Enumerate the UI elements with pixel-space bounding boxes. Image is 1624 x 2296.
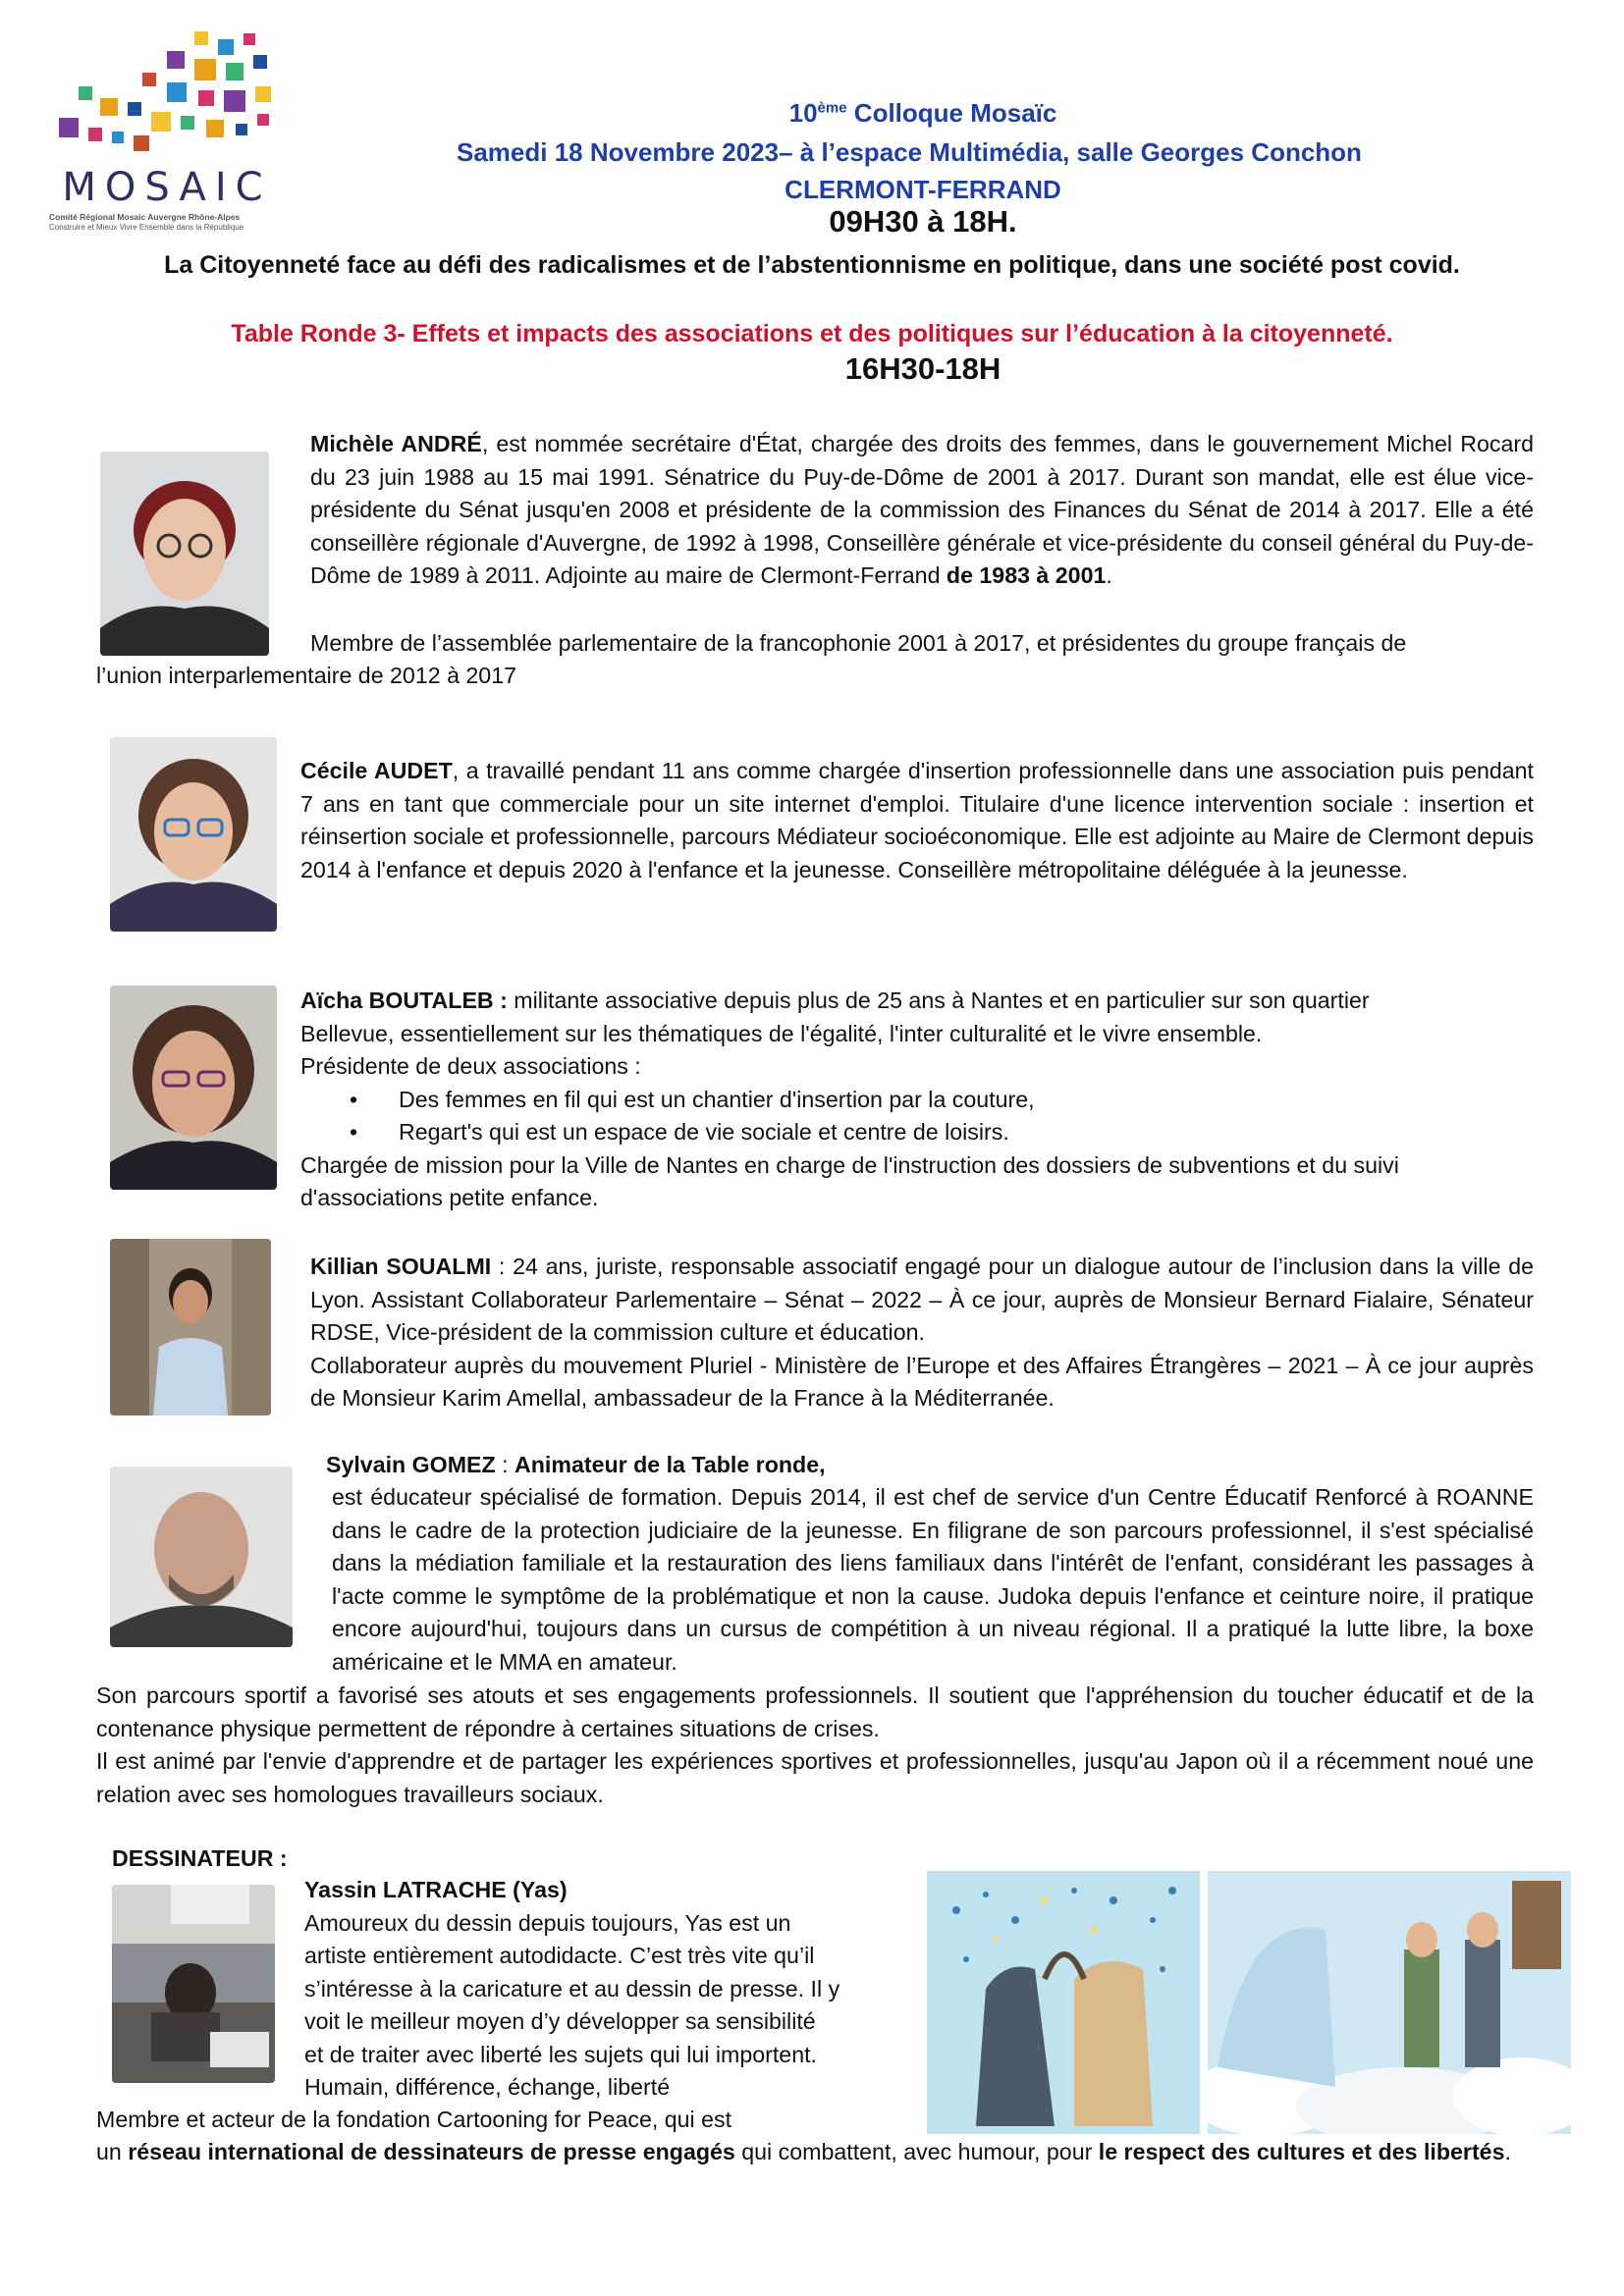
- bio-sylvain-gomez-more: Son parcours sportif a favorisé ses atouts et ses engagements professionnels. Il soutient que l'appréhension du toucher éducatif et de la contenance physique permettent de répondre à certaines situations de crises. Il est animé par l'envie d'apprendre et de partager les expériences sportives et professionnelles, jusqu'au Japon où il a récemment noué une relation avec ses homologues travailleurs sociaux.: [96, 1682, 1534, 1807]
- bio-sylvain-gomez: est éducateur spécialisé de formation. Depuis 2014, il est chef de service d'un Centre Éducatif Renforcé à ROANNE dans le cadre de la protection judiciaire de la jeunesse. En filigrane de son parcours professionnel, il s'est spécialisé dans la médiation familiale et la restauration des liens familiaux dans l'intérêt de l'enfant, considérant les passages à l'acte comme le symptôme de la problématique et non la cause. Judoka depuis l'enfance et ceinture noire, il pratique encore aujourd'hui, toujours dans un cursus de compétition à un niveau régional. Il a pratiqué la lutte libre, la boxe américaine et le MMA en amateur.: [332, 1484, 1534, 1675]
- cartoon-clouds-and-figures: [1208, 1871, 1571, 2134]
- illustrator-membership: Membre et acteur de la fondation Cartooning for Peace, qui est: [96, 2107, 732, 2132]
- name-michele-andre: Michèle ANDRÉ: [310, 431, 482, 456]
- mosaic-logo: [49, 29, 295, 231]
- name-aicha-boutaleb: Aïcha BOUTALEB :: [300, 988, 508, 1013]
- photo-yassin-latrache: [112, 1885, 275, 2083]
- bio-cecile-audet: Cécile AUDET, a travaillé pendant 11 ans comme chargée d'insertion professionnelle dans une association puis pendant 7 ans en tant que commerciale pour un site internet d'emploi. Titulaire d'une licence intervention sociale : insertion et réinsertion sociale et professionnelle, parcours Médiateur socioéconomique. Elle est adjointe au Maire de Clermont depuis 2014 à l'enfance et depuis 2020 à l'enfance et la jeunesse. Conseillère métropolitaine déléguée à la jeunesse.: [300, 758, 1534, 882]
- bio-michele-andre: Michèle ANDRÉ, est nommée secrétaire d'État, chargée des droits des femmes, dans le gouvernement Michel Rocard du 23 juin 1988 au 15 mai 1991. Sénatrice du Puy-de-Dôme de 2001 à 2017. Durant son mandat, elle est élue vice-présidente du Sénat jusqu'en 2008 et présidente de la commission des Finances du Sénat de 2014 à 2017. Elle a été conseillère régionale d'Auvergne, de 1992 à 1998, Conseillère générale et vice-présidente du conseil général du Puy-de-Dôme de 1989 à 2011. Adjointe au maire de Clermont-Ferrand de 1983 à 2001.: [310, 431, 1534, 588]
- list-item: • Regart's qui est un espace de vie sociale et centre de loisirs.: [399, 1116, 1534, 1149]
- round-table-title: Table Ronde 3- Effets et impacts des associations et des politiques sur l’éducation à la citoyenneté.: [231, 320, 1393, 347]
- section-illustrator: DESSINATEUR :: [112, 1845, 288, 1871]
- cartooning-for-peace-description: un réseau international de dessinateurs de presse engagés qui combattent, avec humour, pour le respect des cultures et des libertés.: [96, 2139, 1511, 2164]
- bio-michele-andre-membership-end: l’union interparlementaire de 2012 à 2017: [96, 663, 516, 688]
- event-city: CLERMONT-FERRAND: [785, 175, 1061, 204]
- logo-tagline-1: Comité Régional Mosaic Auvergne Rhône-Alpes: [49, 212, 241, 222]
- edition-title: 10ème Colloque Mosaïc: [788, 98, 1057, 128]
- photo-sylvain-gomez: [110, 1467, 293, 1647]
- bio-aicha-boutaleb: Aïcha BOUTALEB : militante associative depuis plus de 25 ans à Nantes et en particulier sur son quartier Bellevue, essentiellement sur les thématiques de l'égalité, l'inter culturalité et le vivre ensemble. Présidente de deux associations : • Des femmes en fil qui est un chantier d'insertion par la couture, • Regart's qui est un espace de vie sociale et centre de loisirs. Chargée de mission pour la Ville de Nantes en charge de l'instruction des dossiers de subventions et du suivi d'associations petite enfance.: [300, 985, 1534, 1215]
- event-date-location: Samedi 18 Novembre 2023– à l’espace Multimédia, salle Georges Conchon: [457, 137, 1362, 167]
- cartoon-heads-and-birds: [927, 1871, 1200, 2134]
- photo-cecile-audet: [110, 737, 277, 932]
- bio-sylvain-gomez-heading: Sylvain GOMEZ : Animateur de la Table ronde,: [326, 1452, 826, 1477]
- bio-michele-andre-membership: Membre de l’assemblée parlementaire de la francophonie 2001 à 2017, et présidentes du groupe français de: [310, 630, 1407, 656]
- logo-wordmark: MOSAIC: [62, 165, 272, 210]
- name-sylvain-gomez: Sylvain GOMEZ: [326, 1452, 496, 1477]
- event-hours: 09H30 à 18H.: [829, 204, 1017, 239]
- name-killian-soualmi: Killian SOUALMI: [310, 1254, 492, 1279]
- colloquium-theme: La Citoyenneté face au défi des radicalismes et de l’abstentionnisme en politique, dans une société post covid.: [164, 251, 1460, 279]
- name-cecile-audet: Cécile AUDET: [300, 758, 453, 783]
- list-item: • Des femmes en fil qui est un chantier d'insertion par la couture,: [399, 1084, 1534, 1117]
- photo-aicha-boutaleb: [110, 986, 277, 1190]
- photo-michele-andre: [100, 452, 269, 656]
- logo-tagline-2: Construire et Mieux Vivre Ensemble dans la République: [49, 223, 244, 232]
- bio-killian-soualmi: Killian SOUALMI : 24 ans, juriste, responsable associatif engagé pour un dialogue autour de l’inclusion dans la ville de Lyon. Assistant Collaborateur Parlementaire – Sénat – 2022 – À ce jour, auprès de Monsieur Bernard Fialaire, Sénateur RDSE, Vice-président de la commission culture et éducation. Collaborateur auprès du mouvement Pluriel - Ministère de l’Europe et des Affaires Étrangères – 2021 – À ce jour auprès de Monsieur Karim Amellal, ambassadeur de la France à la Méditerranée.: [310, 1254, 1534, 1411]
- logo-mosaic-squares: [49, 29, 295, 167]
- bio-yassin-latrache: Yassin LATRACHE (Yas) Amoureux du dessin depuis toujours, Yas est un artiste entièrement autodidacte. C’est très vite qu’il s’intéresse à la caricature et au dessin de presse. Il y voit le meilleur moyen d’y développer sa sensibilité et de traiter avec liberté les sujets qui lui importent. Humain, différence, échange, liberté: [304, 1877, 840, 2100]
- associations-list: [300, 1084, 1534, 1149]
- photo-killian-soualmi: [110, 1239, 271, 1415]
- name-yassin-latrache: Yassin LATRACHE (Yas): [304, 1877, 568, 1902]
- round-table-hours: 16H30-18H: [844, 351, 1001, 386]
- role-moderator: Animateur de la Table ronde,: [514, 1452, 826, 1477]
